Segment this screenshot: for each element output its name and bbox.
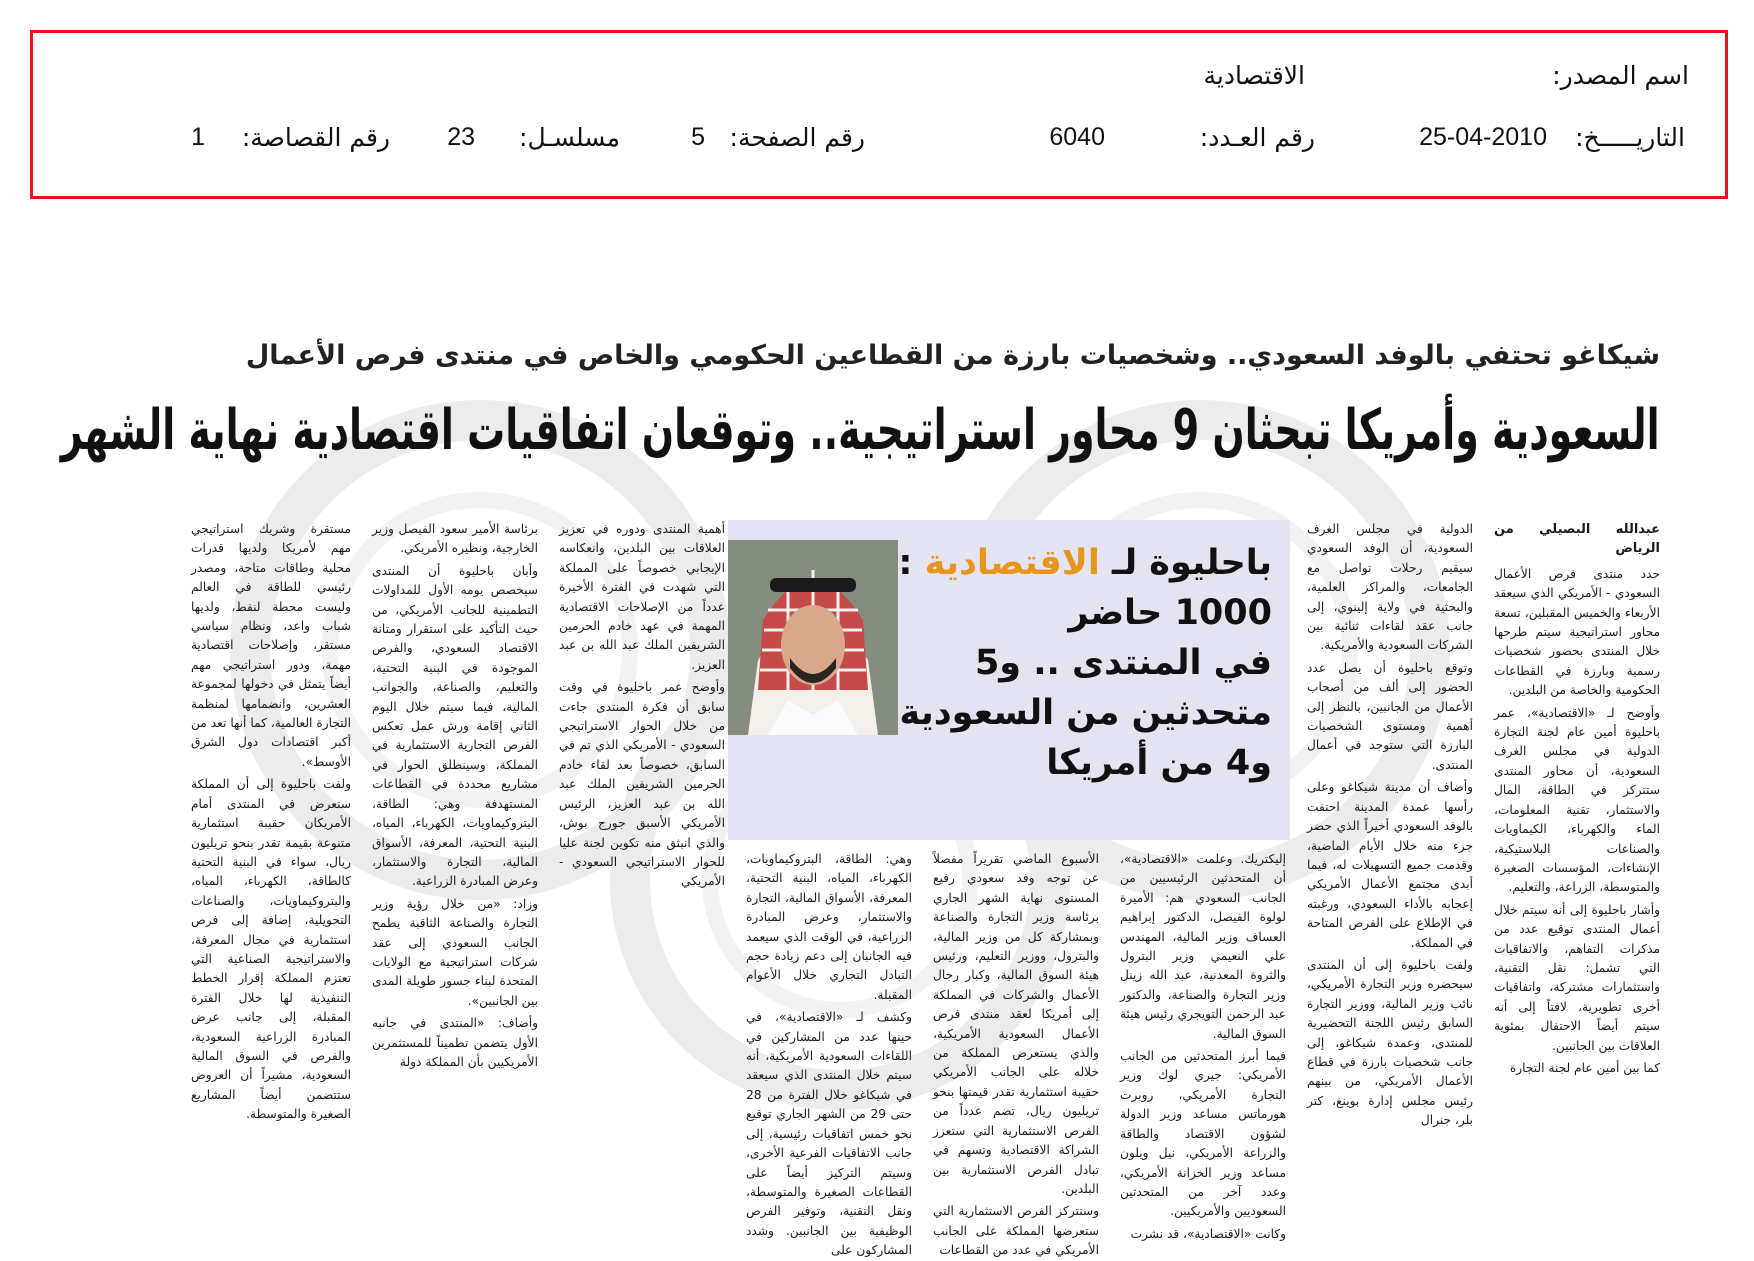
serial-label: مسلسـل: [519, 123, 620, 152]
article-column-7 [372, 520, 538, 1110]
page-label: رقم الصفحة: [729, 123, 865, 152]
newspaper-article [60, 320, 1660, 1258]
paragraph: وتوقع باحليوة أن يصل عدد الحضور إلى ألف من أصحاب الأعمال من الجانبين، بالنظر إلى أهمية ومستوى الشخصيات البارزة التي ستوجد في أعمال المنتدى. [1307, 660, 1473, 772]
article-column-2 [1307, 520, 1473, 1128]
highlight-line3: و4 من أمريكا [1046, 743, 1272, 783]
issue-label: رقم العـدد: [1199, 123, 1315, 152]
paragraph: وكشف لـ «الاقتصادية»، في حينها عدد من المشاركين في اللقاءات السعودية الأمريكية، أنه سيتم خلال المنتدى الذي سيعقد في شيكاغو خلال الفترة من 28 حتى 29 من الشهر الجاري توقيع نحو خمس اتفاقيات رئيسية، إلى جانب الاتفاقيات الفرعية الأخرى، وسيتم التركيز أيضاً على القطاعات الصغيرة والمتوسطة، ونقل التقنية، وتوفير الفرص الوظيفية بين الجانبين. وشدد المشاركون على [746, 1010, 912, 1258]
paragraph: ولفت باحليوة إلى أن المنتدى سيحضره وزير التجارة الأمريكي، نائب وزير المالية، ووزير التجارة السابق رئيس اللجنة التحضيرية للمنتدى، وعمدة شيكاغو، إلى جانب شخصيات بارزة في قطاع الأعمال الأمريكي، من بينهم رئيس مجلس إدارة بوينغ، كتر بلر، جنرال [1307, 957, 1473, 1128]
article-kicker: شيكاغو تحتفي بالوفد السعودي.. وشخصيات بارزة من القطاعين الحكومي والخاص في منتدى فرص الأعمال [245, 340, 1660, 371]
paragraph: وزاد: «من خلال رؤية وزير التجارة والصناعة الثاقبة يطمح الجانب السعودي إلى عقد شركات استراتيجية مع الولايات المتحدة لبناء جسور طويلة المدى بين الجانبين». [372, 896, 538, 1008]
issue-value: 6040 [1049, 123, 1105, 151]
paragraph: وأشار باحليوة إلى أنه سيتم خلال أعمال المنتدى توقيع عدد من مذكرات التفاهم، والاتفاقيات التي تشمل: نقل التقنية، واستثمارات مشتركة، واتفاقيات أخرى تطويرية، لافتاً إلى أنه سيتم أيضاً الاحتفال بمئوية العلاقات بين الجانبين. [1494, 902, 1660, 1053]
paragraph: وستتركز الفرص الاستثمارية التي ستعرضها المملكة على الجانب الأمريكي في عدد من القطاعات [933, 1204, 1099, 1258]
paragraph: إليكتريك. وعلمت «الاقتصادية»، أن المتحدثين الرئيسيين من الجانب السعودي هم: الأميرة لولوة الفيصل، الدكتور إبراهيم العساف وزير المالية، المهندس علي النعيمي وزير البترول والثروة المعدنية، عبد الله زينل وزير التجارة والصناعة، والدكتور عبد الرحمن التويجري رئيس هيئة السوق المالية. [1120, 852, 1286, 1041]
highlight-line1-a: باحليوة لـ [1112, 543, 1272, 583]
paragraph: وهي: الطاقة، البتروكيماويات، الكهرباء، المياه، البنية التحتية، المعرفة، الأسواق المالية، التجارة والاستثمار، وعرض المبادرة الزراعية، في الوقت الذي سيعمد فيه الجانبان إلى دعم زيادة حجم التبادل التجاري خلال الأعوام المقبلة. [746, 852, 912, 1002]
paragraph: وأضاف: «المنتدى في جانبه الأول يتضمن تطميناً للمستثمرين الأمريكيين بأن المملكة دولة [372, 1016, 538, 1069]
clipping-metadata-box [30, 30, 1728, 199]
paragraph: الأسبوع الماضي تقريراً مفصلاً عن توجه وفد سعودي رفيع المستوى نهاية الشهر الجاري برئاسة وزير التجارة والصناعة وبمشاركة كل من وزير المالية، والبترول، ووزير التعليم، ورئيس هيئة السوق المالية، وكبار رجال الأعمال والشركات في المملكة إلى أمريكا لعقد منتدى فرص الأعمال السعودية الأمريكية، والذي يستعرض المملكة من خلاله على الجانب الأمريكي حقيبة استثمارية تقدر قيمتها بنحو تريليون ريال، تضم عدداً من الفرص الاستثمارية التي ستعزز الشراكة الاقتصادية وتسهم في تبادل الفرص الاستثمارية بين البلدين. [933, 852, 1099, 1196]
article-column-4 [933, 850, 1099, 1258]
date-value: 25-04-2010 [1419, 123, 1547, 151]
clip-value: 1 [191, 123, 205, 151]
source-value: الاقتصادية [1203, 61, 1305, 90]
paragraph: وكانت «الاقتصادية»، قد نشرت [1130, 1226, 1286, 1241]
paragraph: وأوضح عمر باحليوة في وقت سابق أن فكرة المنتدى جاءت من خلال الحوار الاستراتيجي السعودي - الأمريكي الذي تم في السابق، خصوصاً بعد لقاء خادم الحرمين الشريفين الملك عبد الله بن عبد العزيز، الرئيس الأمريكي الأسبق جورج بوش، والذي انبثق منه تكوين لجنة عليا للحوار الاستراتيجي السعودي - الأمريكي [559, 680, 725, 889]
paragraph: مستقرة وشريك استراتيجي مهم لأمريكا ولديها قدرات محلية وطاقات متاحة، ومصدر رئيسي للطاقة في العالم وليست محطة لنفط، ولديها شباب واعد، ونظام سياسي مستقر، وإصلاحات اقتصادية مهمة، ودور استراتيجي مهم أيضاً يتمثل في دخولها لمجموعة العشرين، وانضمامها لمنظمة التجارة العالمية، كما أنها تعد من أكبر اقتصادات دول الشرق الأوسط». [191, 522, 351, 769]
metadata-row-source [33, 61, 1725, 101]
paragraph: الدولية في مجلس الغرف السعودية، أن الوفد السعودي سيقيم رحلات تواصل مع الجامعات، والمراكز العلمية، والبحثية في ولاية إلينوي، إلى جانب عقد لقاءات ثنائية بين الشركات السعودية والأمريكية. [1307, 522, 1473, 653]
article-column-8 [191, 520, 351, 1122]
highlight-quote-box [728, 520, 1290, 840]
paragraph: حدد منتدى فرص الأعمال السعودي - الأمريكي الذي سيعقد الأربعاء والخميس المقبلين، تسعة محاور استراتيجية سيتم طرحها خلال المنتدى بحضور شخصيات رسمية وبارزة في القطاعات الحكومية والخاصة من البلدين. [1494, 566, 1660, 698]
highlight-brand-name: الاقتصادية [924, 543, 1100, 583]
highlight-line2: في المنتدى .. و5 متحدثين من السعودية [899, 643, 1272, 733]
paragraph: كما بين أمين عام لجنة التجارة [1509, 1060, 1660, 1075]
paragraph: أهمية المنتدى ودوره في تعزيز العلاقات بين البلدين، وانعكاسه الإيجابي خصوصاً على المملكة التي شهدت في الفترة الأخيرة عدداً من الإصلاحات الاقتصادية المهمة في عهد خادم الحرمين الشريفين الملك عبد الله بن عبد العزيز. [559, 522, 725, 672]
metadata-row-details [33, 123, 1725, 163]
source-label: اسم المصدر: [1552, 61, 1689, 90]
portrait-photo [728, 540, 898, 735]
paragraph: وأبان باحليوة أن المنتدى سيخصص يومه الأول للمداولات التطمينية للجانب الأمريكي، من حيث التأكيد على استقرار ومتانة الاقتصاد السعودي، والفرص الموجودة في البنية التحتية، والتعليم، والصناعة، والجوانب المالية، فيما سيتم خلال اليوم الثاني إقامة ورش عمل تعكس الفرص التجارية الاستثمارية في المملكة، وسينطلق الحوار في مشاريع محددة في القطاعات المستهدفة وهي: الطاقة، البتروكيماويات، الكهرباء، المياه، البنية التحتية، المعرفة، الأسواق المالية، التجارة والاستثمار، وعرض المبادرة الزراعية. [372, 563, 538, 889]
highlight-line1-b: : 1000 حاضر [898, 543, 1272, 633]
paragraph: برئاسة الأمير سعود الفيصل وزير الخارجية، ونظيره الأمريكي. [372, 522, 538, 556]
serial-value: 23 [447, 123, 475, 151]
article-column-1 [1494, 520, 1660, 1110]
clip-label: رقم القصاصة: [241, 123, 390, 152]
article-column-6 [559, 520, 725, 1110]
paragraph: ولفت باحليوة إلى أن المملكة ستعرض في المنتدى أمام الأمريكان حقيبة استثمارية متنوعة بقيمة تقدر بنحو تريليون ريال، سواء في البنية التحتية كالطاقة، الكهرباء، المياه، والبتروكيماويات، والصناعات التحويلية، إضافة إلى فرص استثمارية في مجال المعرفة، والاستراتيجية الصناعية التي تعتزم المملكة إقرار الخطط التنفيذية لها خلال الفترة المقبلة، إلى جانب عرض المبادرة الزراعية السعودية، والفرص في السوق المالية السعودية، مشيراً أن العروض ستتضمن أيضاً المشاريع الصغيرة والمتوسطة. [191, 777, 351, 1122]
page-value: 5 [691, 123, 705, 151]
article-headline: السعودية وأمريكا تبحثان 9 محاور استراتيجية.. وتوقعان اتفاقيات اقتصادية نهاية الشهر [61, 398, 1660, 463]
paragraph: وأضاف أن مدينة شيكاغو وعلى رأسها عمدة المدينة احتفت بالوفد السعودي أخيراً الذي حضر جزء منه خلال الأيام الماضية، وقدمت جميع التسهيلات له، فيما أبدى مجتمع الأعمال الأمريكي إعجابه بالأداء السعودي، ورغبته في الإطلاع على الفرص المتاحة في المملكة. [1307, 780, 1473, 950]
paragraph: فيما أبرز المتحدثين من الجانب الأمريكي: جيري لوك وزير التجارة الأمريكي، روبرت هورماتس مساعد وزير الدولة لشؤون الاقتصاد والطاقة والزراعة الأمريكي، نيل ويلون مساعد وزير الخزانة الأمريكي، وعدد آخر من المتحدثين السعوديين والأمريكيين. [1120, 1049, 1286, 1219]
portrait-illustration [728, 540, 898, 735]
paragraph: وأوضح لـ «الاقتصادية»، عمر باحليوة أمين عام لجنة التجارة الدولية في مجلس الغرف السعودية، أن محاور المنتدى ستتركز في الطاقة، المال والاستثمار، تقنية المعلومات، الماء والكهرباء، الكيماويات والصناعات البلاستيكية، الإنشاءات، المؤسسات الصغيرة والمتوسطة، الزراعة، والتعليم. [1494, 705, 1660, 895]
article-column-3 [1120, 850, 1286, 1241]
article-column-5 [746, 850, 912, 1258]
article-byline: عبدالله البصيلي من الرياض [1494, 522, 1660, 557]
highlight-quote-text [852, 538, 1272, 788]
date-label: التاريـــــخ: [1575, 123, 1685, 152]
